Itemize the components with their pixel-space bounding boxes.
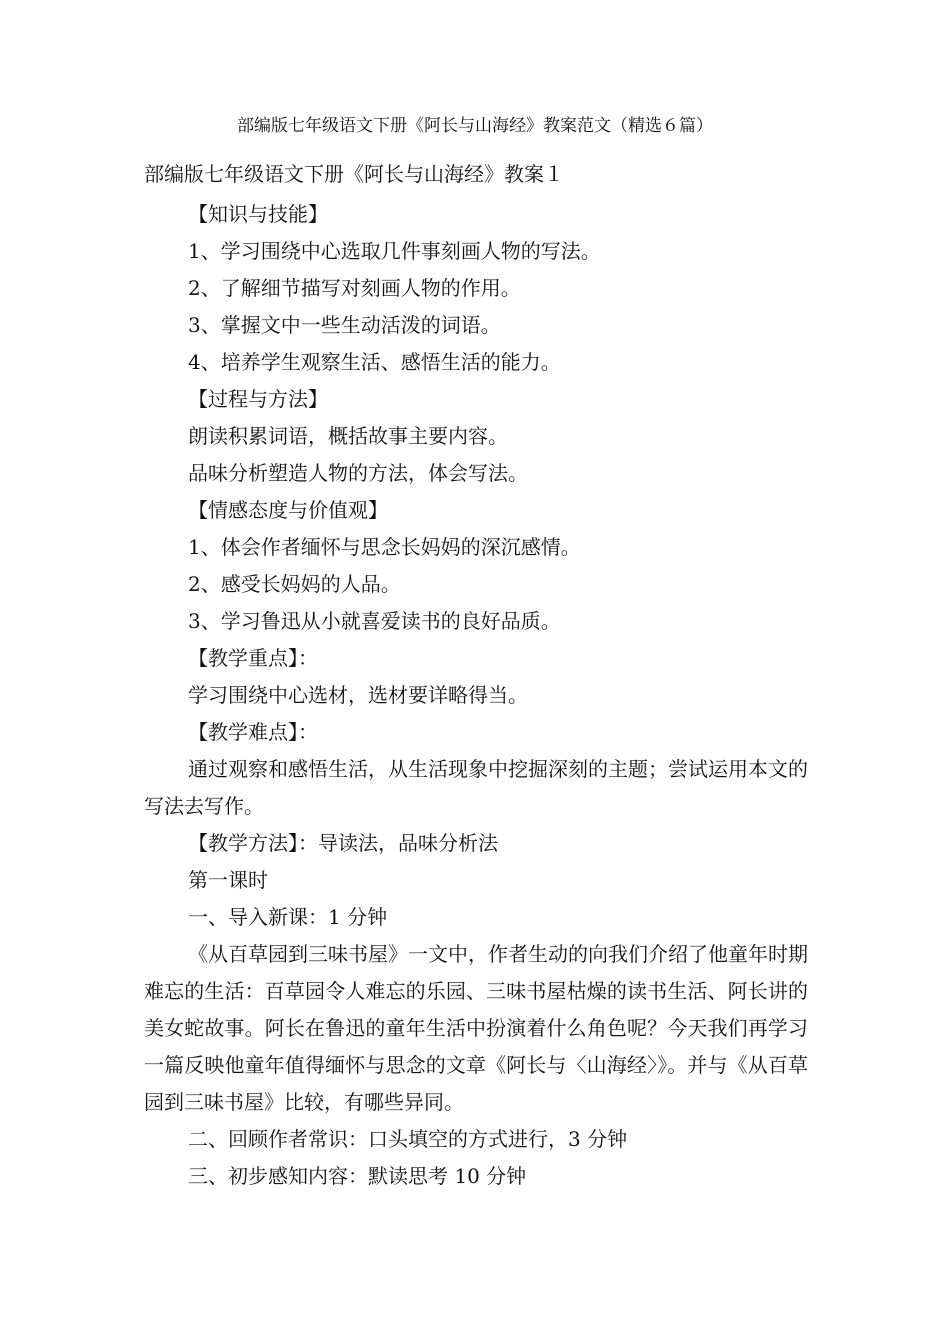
paragraph: 4、培养学生观察生活、感悟生活的能力。: [188, 350, 561, 374]
paragraph: 1、体会作者缅怀与思念长妈妈的深沉感情。: [188, 535, 581, 559]
paragraph: 《从百草园到三味书屋》一文中，作者生动的向我们介绍了他童年时期难忘的生活：百草园令人难忘的乐园、三味书屋枯燥的读书生活、阿长讲的美女蛇故事。阿长在鲁迅的童年生活中扮演着什么角色呢？今天我们再学习一篇反映他童年值得缅怀与思念的文章《阿长与〈山海经〉》。并与《从百草园到三味书屋》比较，有哪些异同。: [144, 942, 808, 1114]
paragraph: 2、了解细节描写对刻画人物的作用。: [188, 276, 521, 300]
paragraph: 朗读积累词语，概括故事主要内容。: [188, 424, 508, 448]
document-body: [144, 196, 808, 1195]
paragraph: 品味分析塑造人物的方法，体会写法。: [188, 461, 528, 485]
paragraph: 二、回顾作者常识：口头填空的方式进行，3 分钟: [188, 1127, 628, 1151]
document-title: 部编版七年级语文下册《阿长与山海经》教案范文（精选６篇）: [237, 116, 713, 136]
paragraph: 1、学习围绕中心选取几件事刻画人物的写法。: [188, 239, 601, 263]
paragraph: 3、掌握文中一些生动活泼的词语。: [188, 313, 501, 337]
paragraph: 学习围绕中心选材，选材要详略得当。: [188, 683, 528, 707]
paragraph: 通过观察和感悟生活，从生活现象中挖掘深刻的主题；尝试运用本文的写法去写作。: [144, 757, 808, 818]
heading-emotion-values: 【情感态度与价值观】: [188, 498, 388, 522]
paragraph: 2、感受长妈妈的人品。: [188, 572, 401, 596]
lesson-label: 第一课时: [188, 868, 268, 892]
paragraph: 一、导入新课：1 分钟: [188, 905, 388, 929]
heading-process-method: 【过程与方法】: [188, 387, 328, 411]
heading-teaching-method: 【教学方法】：导读法，品味分析法: [188, 831, 498, 855]
section-title: 部编版七年级语文下册《阿长与山海经》教案１: [144, 162, 564, 186]
heading-knowledge-skills: 【知识与技能】: [188, 202, 328, 226]
heading-teaching-focus: 【教学重点】：: [188, 646, 318, 670]
heading-teaching-difficulty: 【教学难点】：: [188, 720, 318, 744]
paragraph: 3、学习鲁迅从小就喜爱读书的良好品质。: [188, 609, 561, 633]
paragraph: 三、初步感知内容：默读思考 10 分钟: [188, 1164, 527, 1188]
